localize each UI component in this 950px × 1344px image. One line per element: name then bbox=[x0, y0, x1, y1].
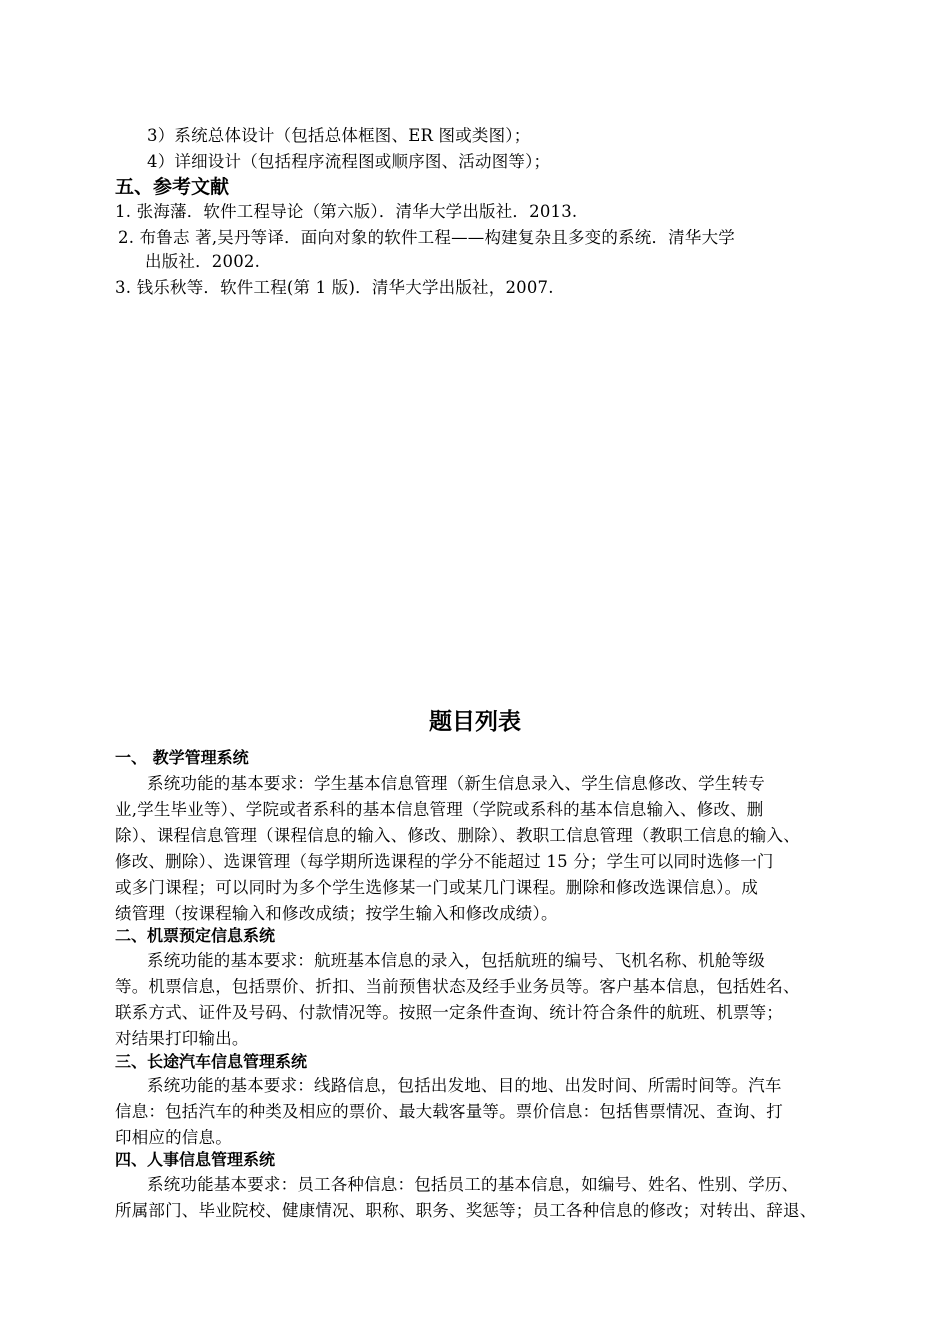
topic-3-heading: 三、长途汽车信息管理系统 bbox=[115, 1052, 308, 1071]
topic-1-heading: 一、 教学管理系统 bbox=[115, 748, 249, 767]
design-step-3: 3）系统总体设计（包括总体框图、ER 图或类图）； bbox=[147, 126, 531, 145]
topic-list-title: 题目列表 bbox=[429, 709, 521, 735]
topic-1-line-1: 系统功能的基本要求：学生基本信息管理（新生信息录入、学生信息修改、学生转专 bbox=[147, 774, 765, 793]
topic-1-line-6: 绩管理（按课程输入和修改成绩；按学生输入和修改成绩）。 bbox=[115, 904, 558, 923]
topic-1-line-5: 或多门课程；可以同时为多个学生选修某一门或某几门课程。删除和修改选课信息）。成 bbox=[115, 878, 759, 897]
topic-4-heading: 四、人事信息管理系统 bbox=[115, 1150, 276, 1169]
topic-2-line-1: 系统功能的基本要求：航班基本信息的录入，包括航班的编号、飞机名称、机舱等级 bbox=[147, 951, 765, 970]
references-heading: 五、参考文献 bbox=[115, 176, 230, 198]
topic-4-line-1: 系统功能基本要求：员工各种信息：包括员工的基本信息，如编号、姓名、性别、学历、 bbox=[147, 1175, 799, 1194]
topic-1-line-2: 业,学生毕业等）、学院或者系科的基本信息管理（学院或系科的基本信息输入、修改、删 bbox=[115, 800, 764, 819]
topic-2-heading: 二、机票预定信息系统 bbox=[115, 926, 276, 945]
reference-item-1: 1. 张海藩．软件工程导论（第六版）．清华大学出版社．2013. bbox=[115, 202, 578, 221]
topic-1-line-4: 修改、删除）、选课管理（每学期所选课程的学分不能超过 15 分；学生可以同时选修一门 bbox=[115, 852, 774, 871]
topic-2-line-3: 联系方式、证件及号码、付款情况等。按照一定条件查询、统计符合条件的航班、机票等； bbox=[115, 1003, 783, 1022]
topic-3-line-3: 印相应的信息。 bbox=[115, 1128, 232, 1147]
design-step-4: 4）详细设计（包括程序流程图或顺序图、活动图等）； bbox=[147, 152, 551, 171]
topic-1-line-3: 除）、课程信息管理（课程信息的输入、修改、删除）、教职工信息管理（教职工信息的输入、 bbox=[115, 826, 800, 845]
reference-item-3: 3. 钱乐秋等．软件工程(第 1 版)．清华大学出版社，2007. bbox=[115, 278, 554, 297]
topic-3-line-2: 信息：包括汽车的种类及相应的票价、最大载客量等。票价信息：包括售票情况、查询、打 bbox=[115, 1102, 783, 1121]
topic-2-line-4: 对结果打印输出。 bbox=[115, 1029, 249, 1048]
topic-2-line-2: 等。机票信息，包括票价、折扣、当前预售状态及经手业务员等。客户基本信息，包括姓名、 bbox=[115, 977, 800, 996]
topic-4-line-2: 所属部门、毕业院校、健康情况、职称、职务、奖惩等；员工各种信息的修改；对转出、辞退、 bbox=[115, 1201, 817, 1220]
topic-3-line-1: 系统功能的基本要求：线路信息，包括出发地、目的地、出发时间、所需时间等。汽车 bbox=[147, 1076, 782, 1095]
reference-item-2-continued: 出版社．2002. bbox=[145, 252, 261, 271]
reference-item-2: 2. 布鲁志 著,吴丹等译．面向对象的软件工程——构建复杂且多变的系统．清华大学 bbox=[118, 228, 735, 247]
